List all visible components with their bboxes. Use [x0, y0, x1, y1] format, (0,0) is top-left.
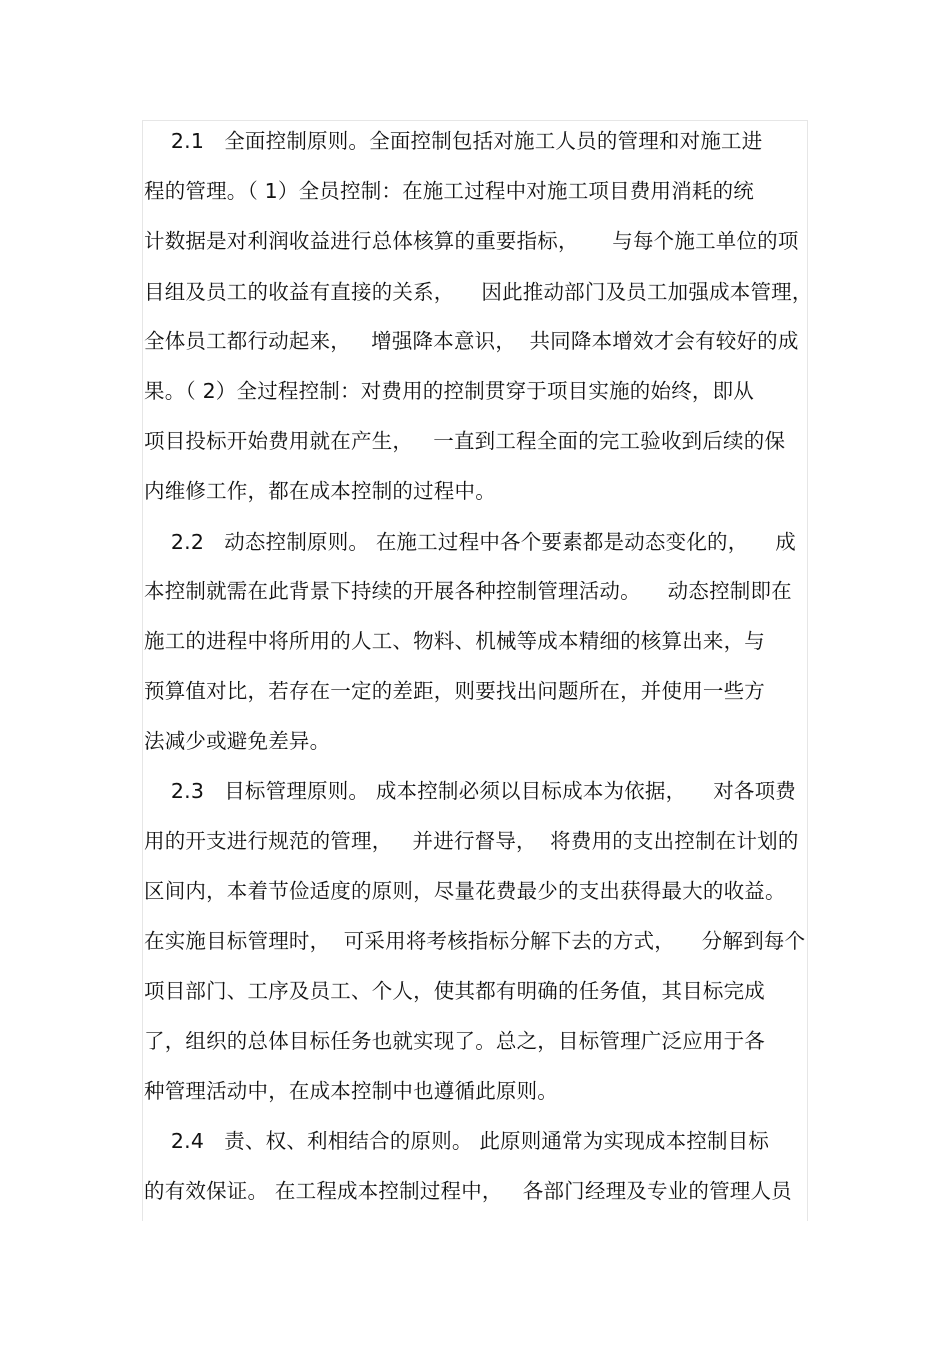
text-line: 内维修工作，都在成本控制的过程中。 [144, 479, 496, 503]
text-line: 本控制就需在此背景下持续的开展各种控制管理活动。 动态控制即在 [144, 579, 792, 603]
text-line: 区间内，本着节俭适度的原则，尽量花费最少的支出获得最大的收益。 [144, 879, 786, 903]
text-line: 法减少或避免差异。 [144, 729, 331, 753]
text-line: 预算值对比，若存在一定的差距，则要找出问题所在，并使用一些方 [144, 679, 765, 703]
text-line: 项目部门、工序及员工、个人，使其都有明确的任务值，其目标完成 [144, 979, 765, 1003]
text-line: 目组及员工的收益有直接的关系， 因此推动部门及员工加强成本管理， [144, 280, 813, 304]
text-line: 用的开支进行规范的管理， 并进行督导， 将费用的支出控制在计划的 [144, 829, 799, 853]
text-line: 全体员工都行动起来， 增强降本意识， 共同降本增效才会有较好的成 [144, 329, 799, 353]
text-line: 2.2 动态控制原则。 在施工过程中各个要素都是动态变化的， 成 [144, 530, 796, 554]
text-line: 2.1 全面控制原则。全面控制包括对施工人员的管理和对施工进 [144, 129, 763, 153]
text-line: 了，组织的总体目标任务也就实现了。总之，目标管理广泛应用于各 [144, 1029, 765, 1053]
text-line: 2.4 责、权、利相结合的原则。 此原则通常为实现成本控制目标 [144, 1129, 770, 1153]
text-line: 施工的进程中将所用的人工、物料、机械等成本精细的核算出来，与 [144, 629, 765, 653]
text-line: 的有效保证。 在工程成本控制过程中， 各部门经理及专业的管理人员 [144, 1179, 792, 1203]
text-line: 在实施目标管理时， 可采用将考核指标分解下去的方式， 分解到每个 [144, 929, 806, 953]
text-line: 果。（ 2）全过程控制：对费用的控制贯穿于项目实施的始终，即从 [144, 379, 755, 403]
text-line: 项目投标开始费用就在产生， 一直到工程全面的完工验收到后续的保 [144, 429, 786, 453]
text-line: 计数据是对利润收益进行总体核算的重要指标， 与每个施工单位的项 [144, 229, 799, 253]
text-line: 种管理活动中，在成本控制中也遵循此原则。 [144, 1079, 558, 1103]
text-line: 2.3 目标管理原则。 成本控制必须以目标成本为依据， 对各项费 [144, 779, 796, 803]
text-line: 程的管理。（ 1）全员控制：在施工过程中对施工项目费用消耗的统 [144, 179, 755, 203]
